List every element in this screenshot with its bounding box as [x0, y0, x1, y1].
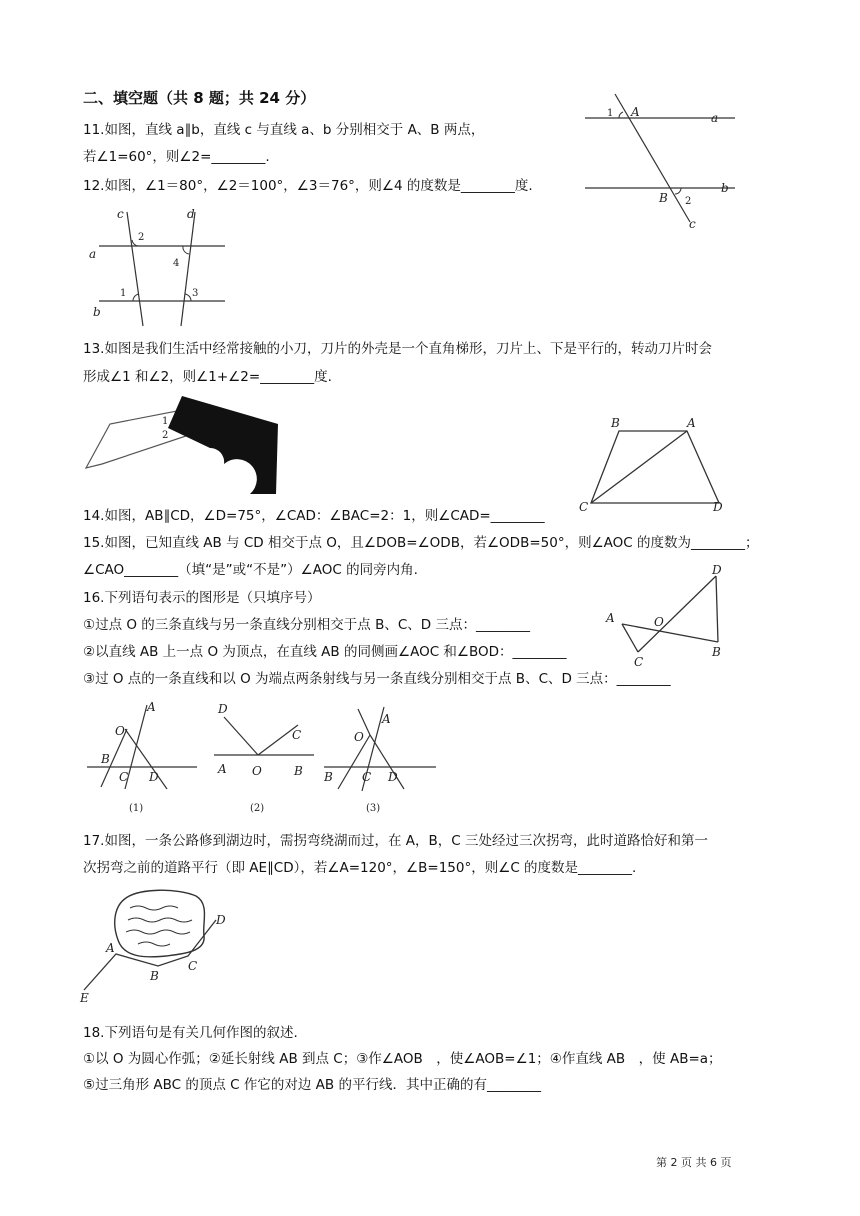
- fig13-label-1: 1: [162, 416, 169, 427]
- question-15-line-1: 15.如图，已知直线 AB 与 CD 相交于点 O，且∠DOB=∠ODB，若∠ODB=50°，则∠AOC 的度数为________；: [83, 535, 759, 551]
- figure-q16-option-1: [85, 695, 205, 817]
- fig17-label-D: D: [216, 913, 226, 927]
- figure-q11-parallel-lines: [575, 90, 745, 240]
- fig17-label-C: C: [188, 959, 198, 973]
- fig12-label-b: b: [93, 305, 101, 319]
- trapezoid-outline: [591, 431, 719, 503]
- angle-4-arc: [183, 246, 189, 254]
- fig16-caption-1: (1): [129, 803, 144, 814]
- figure-q16-option-3: [320, 695, 440, 817]
- fig17-label-A: A: [106, 941, 115, 955]
- question-15-line-2: ∠CAO________（填“是”或“不是”）∠AOC 的同旁内角.: [83, 562, 418, 578]
- question-12-line-1: 12.如图，∠1＝80°，∠2＝100°，∠3＝76°，则∠4 的度数是________度.: [83, 178, 533, 194]
- fig16-2-label-C: C: [292, 728, 302, 742]
- figure-q14-trapezoid: [575, 413, 735, 513]
- question-16-line-1: 16.下列语句表示的图形是（只填序号）: [83, 590, 321, 606]
- fig14-label-B: B: [611, 416, 620, 430]
- question-18-line-3: ⑤过三角形 ABC 的顶点 C 作它的对边 AB 的平行线．其中正确的有________: [83, 1077, 541, 1093]
- segment-db: [716, 576, 718, 642]
- fig16-1-label-C: C: [119, 770, 129, 784]
- fig11-label-1: 1: [607, 108, 614, 119]
- fig16-2-label-D: D: [218, 702, 228, 716]
- angle-1-arc: [619, 112, 623, 118]
- figure-q15-intersecting-lines: [600, 560, 740, 670]
- fig16-3-label-A: A: [382, 712, 391, 726]
- question-11-line-2: 若∠1=60°，则∠2=________.: [83, 149, 270, 165]
- line-oc: [125, 705, 147, 789]
- question-16-item-2: ②以直线 AB 上一点 O 为顶点，在直线 AB 的同侧画∠AOC 和∠BOD：________: [83, 644, 567, 660]
- segment-ac: [622, 624, 638, 652]
- fig14-label-D: D: [713, 500, 723, 514]
- fig15-label-D: D: [712, 563, 722, 577]
- figure-q13-knife: [82, 390, 292, 498]
- question-17-line-1: 17.如图，一条公路修到湖边时，需拐弯绕湖而过，在 A，B，C 三处经过三次拐弯，此时道路恰好和第一: [83, 833, 708, 849]
- line-c: [127, 212, 143, 326]
- line-od: [125, 729, 167, 789]
- angle-3-arc: [185, 294, 191, 301]
- fig12-label-4: 4: [173, 258, 180, 269]
- fig16-3-label-C: C: [362, 770, 372, 784]
- fig12-label-1: 1: [120, 288, 127, 299]
- fig11-label-c: c: [689, 217, 696, 231]
- page-footer: 第 2 页 共 6 页: [656, 1156, 732, 1169]
- fig11-label-b: b: [721, 181, 729, 195]
- question-13-line-2: 形成∠1 和∠2，则∠1+∠2=________度.: [83, 369, 332, 385]
- fig16-1-label-B: B: [101, 752, 110, 766]
- question-16-item-1: ①过点 O 的三条直线与另一条直线分别相交于点 B、C、D 三点：________: [83, 617, 530, 633]
- figure-q12-lines: [85, 204, 235, 328]
- fig16-3-label-O: O: [354, 730, 364, 744]
- fig14-label-C: C: [579, 500, 589, 514]
- angle-2-arc: [675, 188, 681, 194]
- question-18-line-2: ①以 O 为圆心作弧；②延长射线 AB 到点 C；③作∠AOB ，使∠AOB=∠1；④作直线 AB ，使 AB=a；: [83, 1051, 722, 1067]
- fig12-label-d: d: [187, 207, 195, 221]
- fig11-label-a: a: [711, 111, 719, 125]
- figure-q16-option-2: [210, 695, 320, 817]
- fig15-label-O: O: [654, 615, 664, 629]
- fig11-label-2: 2: [685, 196, 692, 207]
- question-18-line-1: 18.下列语句是有关几何作图的叙述.: [83, 1025, 298, 1041]
- fig17-label-B: B: [150, 969, 159, 983]
- section-title: 二、填空题（共 8 题；共 24 分）: [83, 89, 316, 107]
- fig16-caption-3: (3): [366, 803, 381, 814]
- fig15-label-A: A: [606, 611, 615, 625]
- fig16-2-label-A: A: [218, 762, 227, 776]
- line-c: [615, 94, 690, 222]
- fig11-label-A: A: [631, 105, 640, 119]
- fig14-label-A: A: [687, 416, 696, 430]
- fig15-label-B: B: [712, 645, 721, 659]
- fig17-label-E: E: [80, 991, 89, 1005]
- question-14-line-1: 14.如图，AB∥CD，∠D=75°，∠CAD：∠BAC=2：1，则∠CAD=________: [83, 508, 545, 524]
- line-d: [181, 212, 195, 326]
- fig11-label-B: B: [659, 191, 668, 205]
- fig12-label-2: 2: [138, 232, 145, 243]
- fig12-label-3: 3: [192, 288, 199, 299]
- ray-od: [224, 717, 258, 755]
- line-ab: [622, 624, 718, 642]
- fig16-1-label-D: D: [149, 770, 159, 784]
- question-16-item-3: ③过 O 点的一条直线和以 O 为端点两条射线与另一条直线分别相交于点 B、C、D 三点：________: [83, 671, 671, 687]
- fig16-3-label-B: B: [324, 770, 333, 784]
- knife-handle: [168, 396, 278, 494]
- fig16-1-label-A: A: [147, 700, 156, 714]
- line-cd: [638, 576, 716, 652]
- fig12-label-c: c: [117, 207, 124, 221]
- question-17-line-2: 次拐弯之前的道路平行（即 AE∥CD），若∠A=120°，∠B=150°，则∠C 的度数是________.: [83, 860, 637, 876]
- fig16-1-label-O: O: [115, 724, 125, 738]
- fig16-2-label-O: O: [252, 764, 262, 778]
- ray-od: [370, 735, 404, 789]
- fig13-label-2: 2: [162, 430, 169, 441]
- fig16-3-label-D: D: [388, 770, 398, 784]
- fig15-label-C: C: [634, 655, 644, 669]
- lake-outline: [115, 890, 205, 957]
- question-11-line-1: 11.如图，直线 a∥b，直线 c 与直线 a、b 分别相交于 A、B 两点，: [83, 122, 485, 138]
- question-13-line-1: 13.如图是我们生活中经常接触的小刀，刀片的外壳是一个直角梯形，刀片上、下是平行的，转动刀片时会: [83, 341, 712, 357]
- fig12-label-a: a: [89, 247, 97, 261]
- fig16-caption-2: (2): [250, 803, 265, 814]
- figure-q17-road-around-lake: [78, 882, 238, 1006]
- fig16-2-label-B: B: [294, 764, 303, 778]
